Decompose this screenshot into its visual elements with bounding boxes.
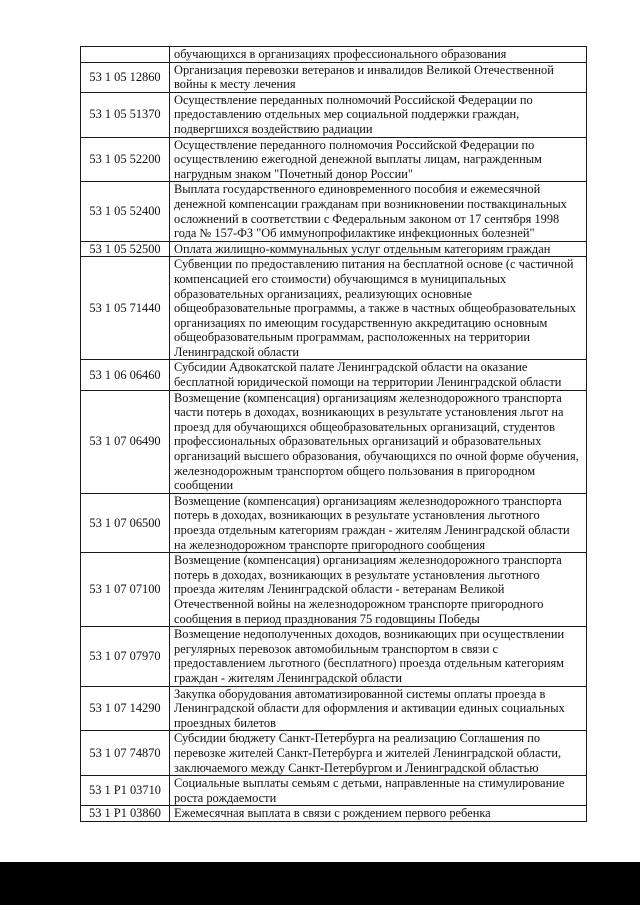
scan-bottom-border — [0, 862, 640, 905]
row-description: Возмещение недополученных доходов, возникающих при осуществлении регулярных перевозок автомобильным транспортом в связи с предоставлением льготного (бесплатного) проезда отдельным категориям граждан - жителям Ленинградской области — [170, 627, 587, 686]
table-row — [81, 92, 587, 137]
row-code: 53 1 05 52200 — [81, 137, 170, 182]
table-row — [81, 182, 587, 241]
table-row — [81, 62, 587, 92]
row-code: 53 1 07 74870 — [81, 731, 170, 776]
row-description: Осуществление переданных полномочий Российской Федерации по предоставлению отдельных мер социальной поддержки граждан, подвергшихся воздействию радиации — [170, 92, 587, 137]
row-description: Организация перевозки ветеранов и инвалидов Великой Отечественной войны к месту лечения — [170, 62, 587, 92]
row-code: 53 1 05 12860 — [81, 62, 170, 92]
row-description: Ежемесячная выплата в связи с рождением первого ребенка — [170, 806, 587, 822]
row-description: Выплата государственного единовременного пособия и ежемесячной денежной компенсации гражданам при возникновении поствакцинальных осложнений в соответствии с Федеральным законом от 17 сентября 1998 года № 157-ФЗ "Об иммунопрофилактике инфекционных болезней" — [170, 182, 587, 241]
budget-codes-table — [80, 46, 587, 822]
row-code: 53 1 07 07970 — [81, 627, 170, 686]
row-code: 53 1 05 52400 — [81, 182, 170, 241]
row-code: 53 1 05 51370 — [81, 92, 170, 137]
row-description: Осуществление переданного полномочия Российской Федерации по осуществлению ежегодной денежной выплаты лицам, награжденным нагрудным знаком "Почетный донор России" — [170, 137, 587, 182]
table-row — [81, 137, 587, 182]
table-row — [81, 776, 587, 806]
table-row — [81, 553, 587, 627]
table-row — [81, 241, 587, 257]
table-row — [81, 257, 587, 360]
row-code: 53 1 05 52500 — [81, 241, 170, 257]
row-code: 53 1 05 71440 — [81, 257, 170, 360]
row-description: Субсидии бюджету Санкт-Петербурга на реализацию Соглашения по перевозке жителей Санкт-Петербурга и жителей Ленинградской области, заключаемого между Санкт-Петербургом и Ленинградской областью — [170, 731, 587, 776]
row-code: 53 1 P1 03860 — [81, 806, 170, 822]
table-row — [81, 686, 587, 731]
row-description: Социальные выплаты семьям с детьми, направленные на стимулирование роста рождаемости — [170, 776, 587, 806]
row-description: Возмещение (компенсация) организациям железнодорожного транспорта части потерь в доходах, возникающих в результате установления льгот на проезд для обучающихся общеобразовательных организаций, студентов профессиональных образовательных организаций и образовательных организаций высшего образования, обучающихся по очной форме обучения, железнодорожным транспортом общего пользования в пригородном сообщении — [170, 390, 587, 493]
row-code: 53 1 P1 03710 — [81, 776, 170, 806]
table-row — [81, 360, 587, 390]
row-code: 53 1 06 06460 — [81, 360, 170, 390]
table-row — [81, 390, 587, 493]
row-description: обучающихся в организациях профессионального образования — [170, 47, 587, 63]
row-description: Закупка оборудования автоматизированной системы оплаты проезда в Ленинградской области для оформления и активации единых социальных проездных билетов — [170, 686, 587, 731]
table-row — [81, 47, 587, 63]
row-code: 53 1 07 07100 — [81, 553, 170, 627]
row-code: 53 1 07 06500 — [81, 493, 170, 552]
row-description: Возмещение (компенсация) организациям железнодорожного транспорта потерь в доходах, возникающих в результате установления льготного проезда отдельным категориям граждан - жителям Ленинградской области на железнодорожном транспорте пригородного сообщения — [170, 493, 587, 552]
row-description: Оплата жилищно-коммунальных услуг отдельным категориям граждан — [170, 241, 587, 257]
table-row — [81, 493, 587, 552]
row-code — [81, 47, 170, 63]
row-description: Возмещение (компенсация) организациям железнодорожного транспорта потерь в доходах, возникающих в результате установления льготного проезда жителям Ленинградской области - ветеранам Великой Отечественной войны на железнодорожном транспорте пригородного сообщения в период празднования 75 годовщины Победы — [170, 553, 587, 627]
table-row — [81, 806, 587, 822]
row-code: 53 1 07 06490 — [81, 390, 170, 493]
table-row — [81, 731, 587, 776]
row-description: Субсидии Адвокатской палате Ленинградской области на оказание бесплатной юридической помощи на территории Ленинградской области — [170, 360, 587, 390]
row-code: 53 1 07 14290 — [81, 686, 170, 731]
row-description: Субвенции по предоставлению питания на бесплатной основе (с частичной компенсацией его стоимости) обучающимся в муниципальных образовательных организациях, реализующих основные общеобразовательные программы, а также в частных общеобразовательных организациях по имеющим государственную аккредитацию основным общеобразовательным программам, расположенных на территории Ленинградской области — [170, 257, 587, 360]
table-row — [81, 627, 587, 686]
